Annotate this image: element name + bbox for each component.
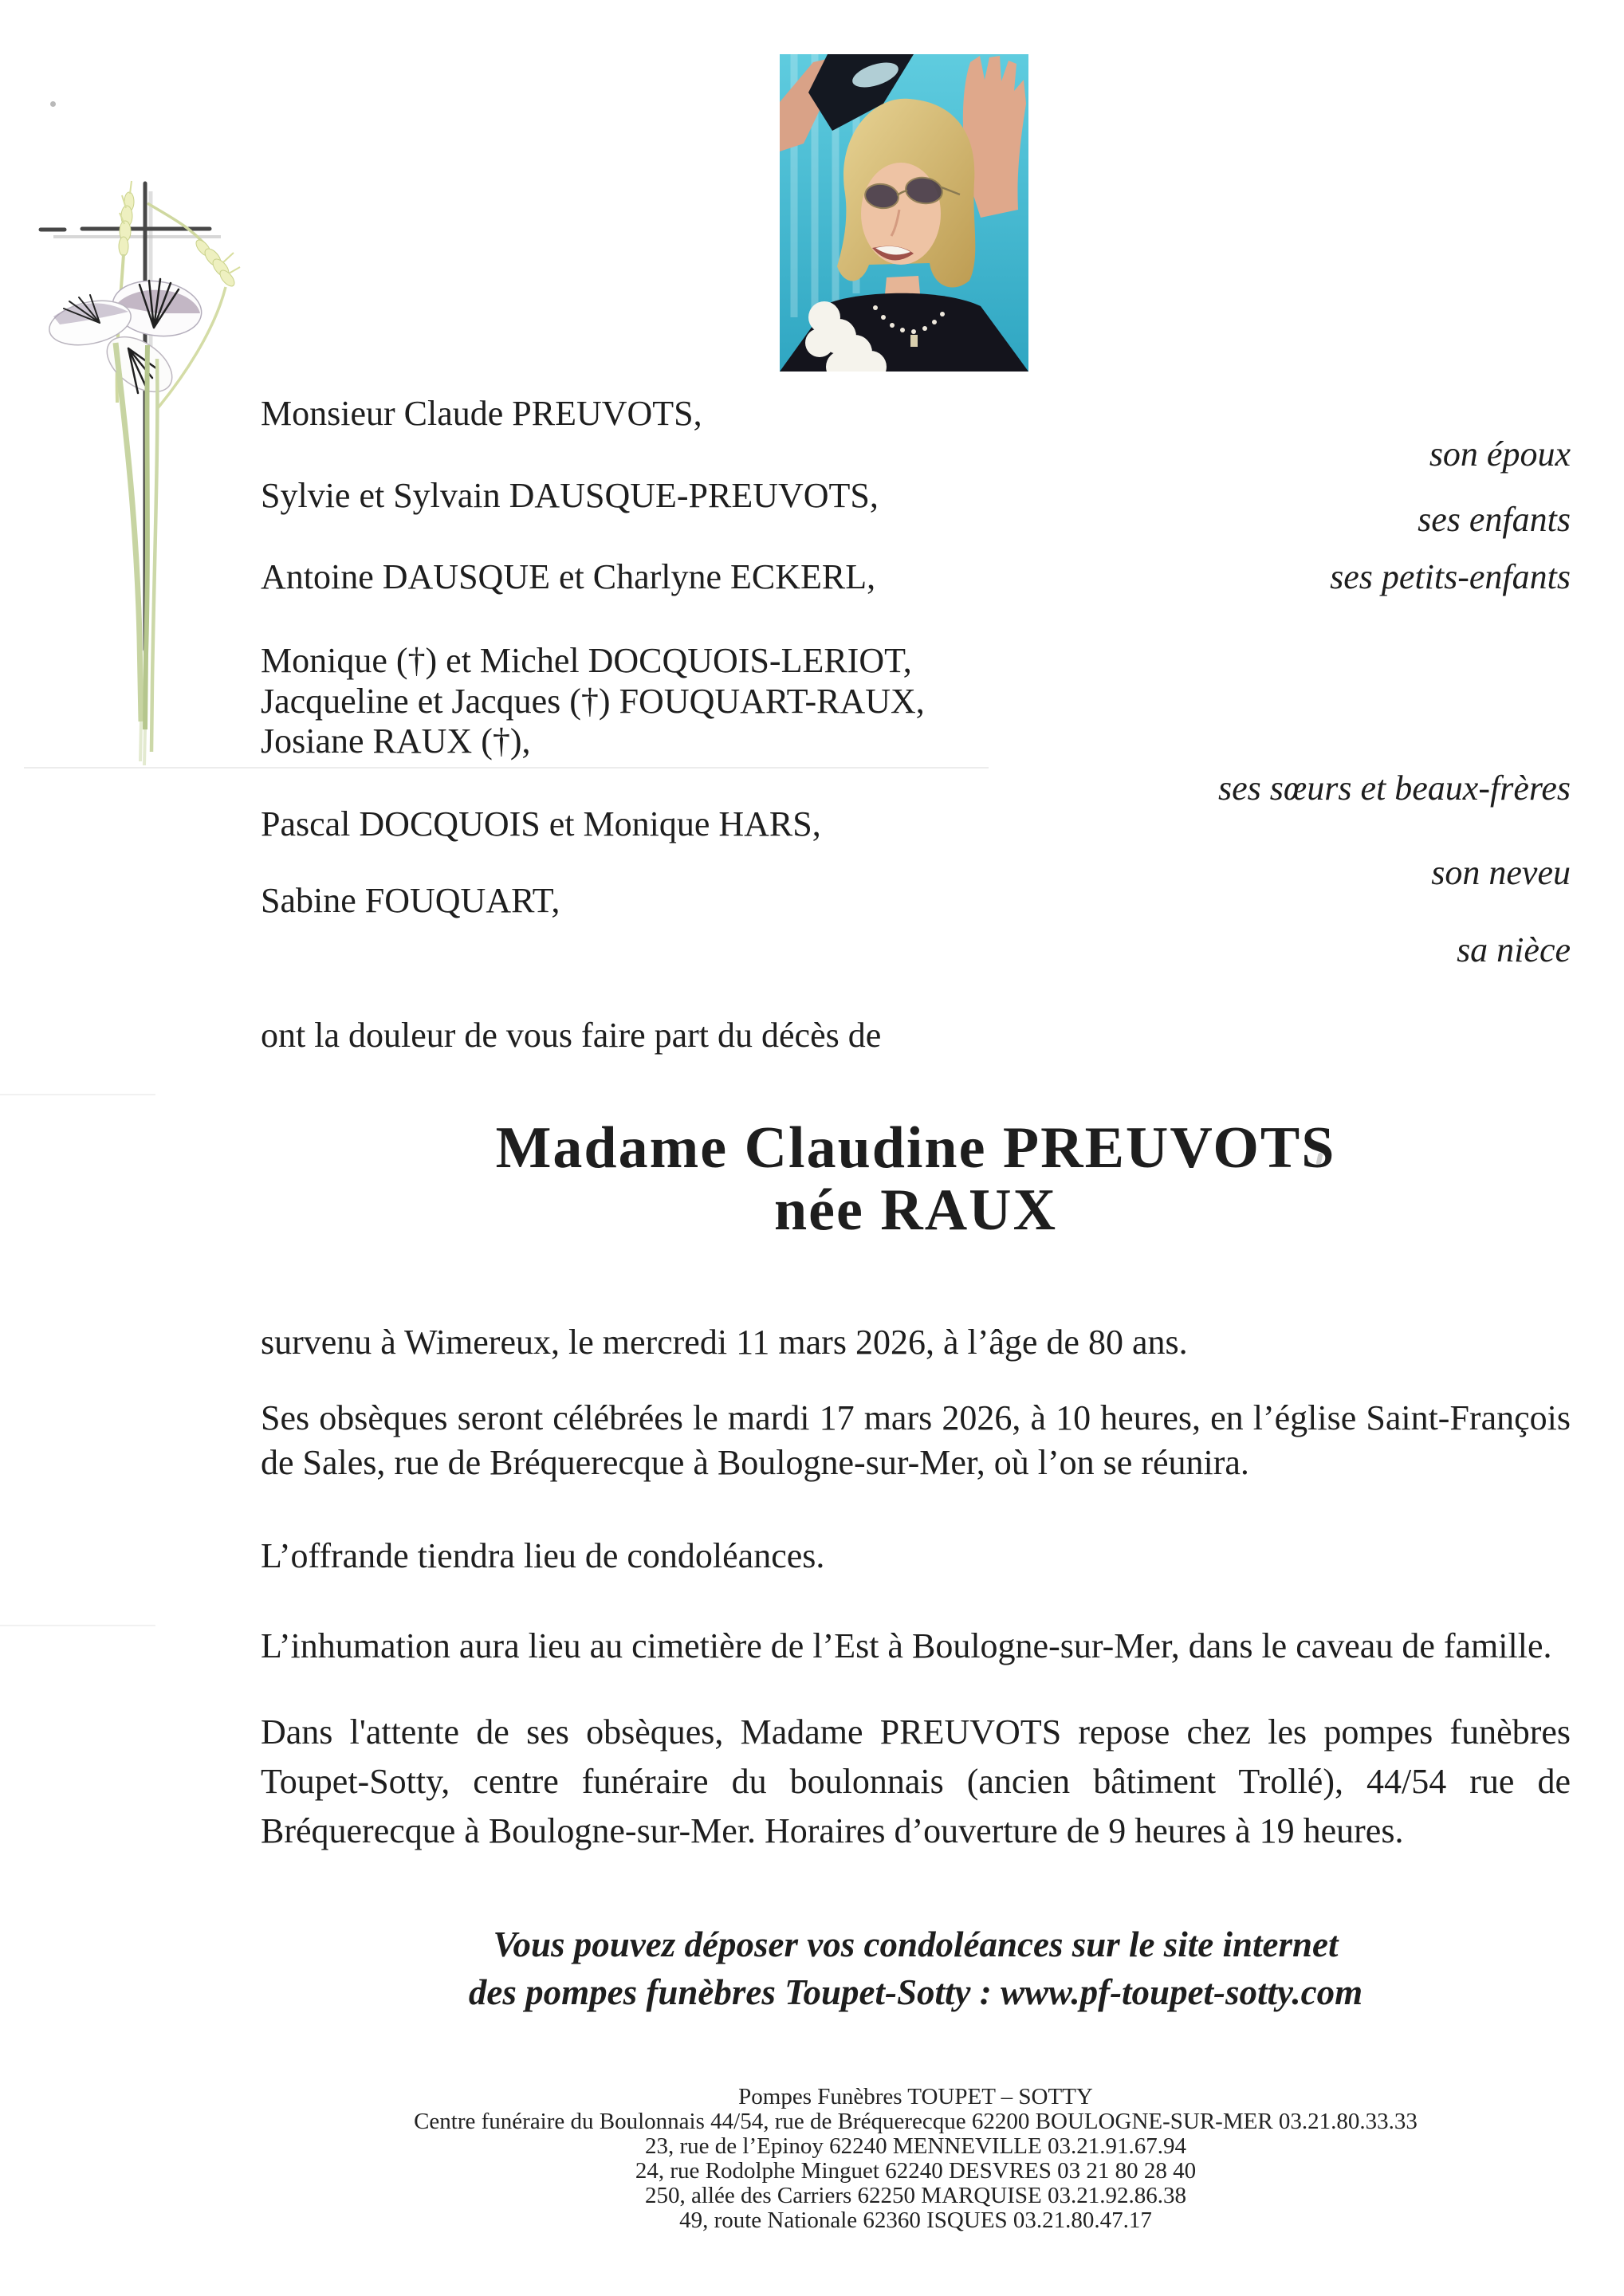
repose-paragraph: Dans l'attente de ses obsèques, Madame PREUVOTS repose chez les pompes funèbres Toupet-Sotty, centre funéraire du boulonnais (ancien bâtiment Trollé), 44/54 rue de Bréquerecque à Boulogne-sur-Mer. Horaires d’ouverture de 9 heures à 19 heures. <box>261 1712 1571 1850</box>
deceased-name-title <box>261 1117 1571 1241</box>
death-details-paragraph: survenu à Wimereux, le mercredi 11 mars 2026, à l’âge de 80 ans. <box>261 1323 1188 1362</box>
family-name-line: Sylvie et Sylvain DAUSQUE-PREUVOTS, <box>261 476 879 515</box>
funeral-details-paragraph: Ses obsèques seront célébrées le mardi 17 mars 2026, à 10 heures, en l’église Saint-François de Sales, rue de Bréquerecque à Boulogne-sur-Mer, où l’on se réunira. <box>261 1398 1571 1482</box>
relation-label: son neveu <box>1431 853 1571 892</box>
relation-label: ses enfants <box>1418 500 1571 539</box>
family-name-line: Antoine DAUSQUE et Charlyne ECKERL, <box>261 557 876 596</box>
relation-label: ses sœurs et beaux-frères <box>1218 769 1571 808</box>
scan-line-artifact <box>0 1625 155 1626</box>
announcement-intro: ont la douleur de vous faire part du décès de <box>261 1016 882 1055</box>
family-name-line: Sabine FOUQUART, <box>261 881 560 920</box>
funeral-home-address: 23, rue de l’Epinoy 62240 MENNEVILLE 03.21.91.67.94 <box>645 2133 1186 2159</box>
funeral-home-address: Centre funéraire du Boulonnais 44/54, rue de Bréquerecque 62200 BOULOGNE-SUR-MER 03.21.80.33.33 <box>414 2109 1418 2134</box>
relation-label: son époux <box>1429 434 1571 474</box>
deceased-name-line1: Madame Claudine PREUVOTS <box>495 1115 1336 1181</box>
condolences-line1: Vous pouvez déposer vos condoléances sur le site internet <box>493 1924 1339 1964</box>
funeral-home-address: 250, allée des Carriers 62250 MARQUISE 03.21.92.86.38 <box>645 2183 1186 2208</box>
family-name-line: Monique (†) et Michel DOCQUOIS-LERIOT, <box>261 641 912 680</box>
cross-and-lilies-icon <box>20 171 251 769</box>
funeral-home-address: 49, route Nationale 62360 ISQUES 03.21.80.47.17 <box>679 2208 1152 2233</box>
family-name-line: Josiane RAUX (†), <box>261 721 531 761</box>
offering-paragraph: L’offrande tiendra lieu de condoléances. <box>261 1536 825 1575</box>
family-name-line: Pascal DOCQUOIS et Monique HARS, <box>261 804 821 843</box>
scan-line-artifact <box>0 1094 155 1095</box>
funeral-home-footer <box>261 2085 1571 2233</box>
funeral-home-address: 24, rue Rodolphe Minguet 62240 DESVRES 03 21 80 28 40 <box>635 2158 1197 2184</box>
funeral-home-name: Pompes Funèbres TOUPET – SOTTY <box>738 2084 1093 2109</box>
relation-label: ses petits-enfants <box>1330 557 1571 596</box>
portrait-photo <box>780 54 1028 372</box>
portrait-photo-image <box>780 54 1028 372</box>
family-name-line: Monsieur Claude PREUVOTS, <box>261 394 702 433</box>
scan-speck <box>50 101 56 107</box>
cross-and-lilies-decoration <box>20 171 251 769</box>
burial-paragraph: L’inhumation aura lieu au cimetière de l’Est à Boulogne-sur-Mer, dans le caveau de famille. <box>261 1626 1552 1665</box>
family-name-line: Jacqueline et Jacques (†) FOUQUART-RAUX, <box>261 682 925 721</box>
condolences-line2: des pompes funèbres Toupet-Sotty : www.pf-toupet-sotty.com <box>468 1972 1363 2012</box>
deceased-name-line2: née RAUX <box>773 1177 1058 1243</box>
condolences-website-note <box>261 1921 1571 2016</box>
relation-label: sa nièce <box>1457 930 1571 969</box>
